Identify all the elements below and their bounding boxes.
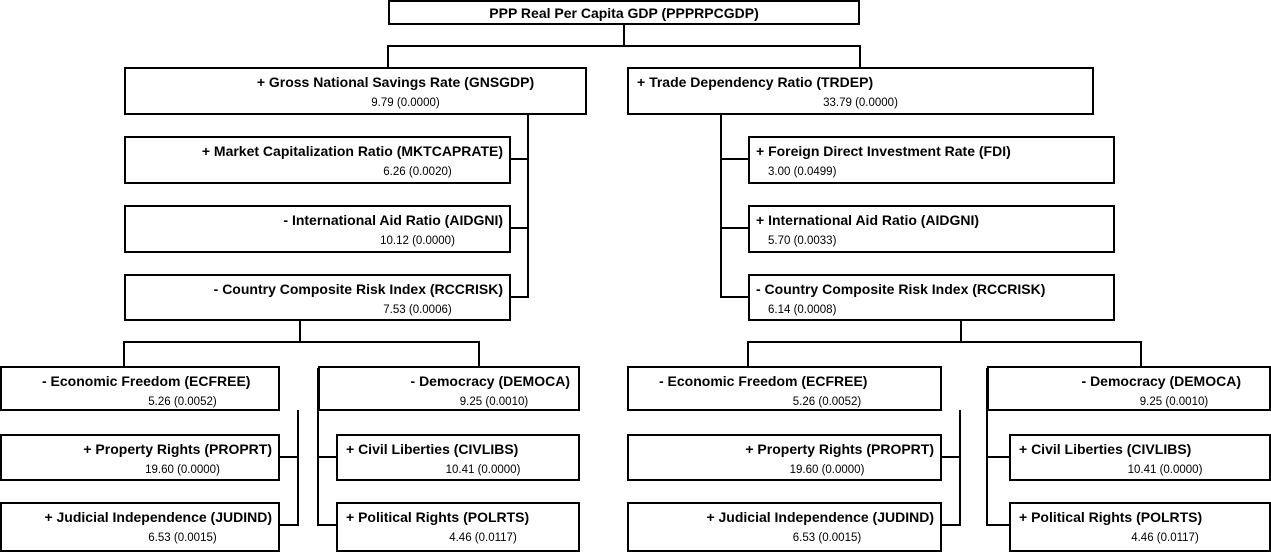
node-aid-left-value: 10.12 (0.0000)	[380, 235, 455, 247]
node-aid-right-title: + International Aid Ratio (AIDGNI)	[756, 212, 980, 228]
node-risk-right-value: 6.14 (0.0008)	[768, 304, 837, 316]
node-civ-left-value: 10.41 (0.0000)	[445, 464, 521, 476]
connector-risk-left-branch	[124, 342, 479, 366]
node-pol-right	[1009, 502, 1271, 552]
node-prop-left	[0, 434, 280, 481]
node-jud-right	[627, 502, 942, 552]
node-eco-left-value: 5.26 (0.0052)	[148, 396, 217, 408]
connector-eco-right-spine	[941, 410, 960, 525]
node-eco-right-value: 5.26 (0.0052)	[792, 396, 862, 408]
node-fdi-value: 3.00 (0.0499)	[768, 166, 837, 178]
node-dem-left	[318, 366, 580, 411]
node-aid-right-value: 5.70 (0.0033)	[768, 235, 837, 247]
connector-eco-left-spine	[279, 410, 298, 525]
node-aid-left	[124, 205, 511, 253]
node-root-title: PPP Real Per Capita GDP (PPPRPCGDP)	[489, 5, 759, 21]
node-dem-right	[987, 366, 1271, 411]
node-civ-right-value: 10.41 (0.0000)	[1127, 464, 1203, 476]
node-root	[388, 0, 860, 25]
node-jud-left-value: 6.53 (0.0015)	[148, 532, 217, 544]
node-prop-left-title: + Property Rights (PROPRT)	[83, 441, 272, 457]
node-pol-right-title: + Political Rights (POLRTS)	[1019, 509, 1203, 525]
node-risk-right-title: - Country Composite Risk Index (RCCRISK)	[756, 281, 1046, 297]
node-risk-left-value: 7.53 (0.0006)	[383, 304, 452, 316]
node-risk-right	[748, 274, 1115, 321]
node-pol-left	[336, 502, 580, 552]
node-pol-left-value: 4.46 (0.0117)	[449, 532, 517, 544]
node-eco-left-title: - Economic Freedom (ECFREE)	[42, 373, 251, 389]
node-mkt	[124, 136, 511, 184]
node-civ-left-title: + Civil Liberties (CIVLIBS)	[346, 441, 519, 457]
node-civ-right	[1009, 434, 1271, 481]
connector-risk-right-branch	[748, 342, 1141, 366]
node-eco-left	[0, 366, 280, 411]
node-trd	[627, 67, 1094, 115]
node-eco-right	[627, 366, 942, 411]
node-prop-left-value: 19.60 (0.0000)	[145, 464, 220, 476]
node-gns-value: 9.79 (0.0000)	[371, 97, 440, 109]
connector-gns-spine	[510, 114, 528, 297]
node-dem-left-value: 9.25 (0.0010)	[459, 396, 529, 408]
node-eco-right-title: - Economic Freedom (ECFREE)	[659, 373, 868, 389]
node-aid-right	[748, 205, 1115, 253]
node-civ-left	[336, 434, 580, 481]
node-fdi-title: + Foreign Direct Investment Rate (FDI)	[756, 143, 1011, 159]
node-risk-left	[124, 274, 511, 321]
node-mkt-title: + Market Capitalization Ratio (MKTCAPRATE)	[201, 143, 503, 159]
node-prop-right-value: 19.60 (0.0000)	[789, 464, 865, 476]
node-jud-left	[0, 502, 280, 552]
node-aid-left-title: - International Aid Ratio (AIDGNI)	[283, 212, 503, 228]
node-prop-right	[627, 434, 942, 481]
node-jud-right-title: + Judicial Independence (JUDIND)	[706, 509, 934, 525]
node-pol-right-value: 4.46 (0.0117)	[1131, 532, 1199, 544]
node-gns	[124, 67, 587, 115]
connector-trd-spine	[721, 114, 749, 297]
node-dem-right-title: - Democracy (DEMOCA)	[1081, 373, 1241, 389]
connector-root-branch	[388, 46, 860, 68]
node-trd-value: 33.79 (0.0000)	[823, 97, 898, 109]
node-jud-left-title: + Judicial Independence (JUDIND)	[44, 509, 272, 525]
node-prop-right-title: + Property Rights (PROPRT)	[745, 441, 934, 457]
node-mkt-value: 6.26 (0.0020)	[383, 166, 452, 178]
node-dem-right-value: 9.25 (0.0010)	[1139, 396, 1209, 408]
node-dem-left-title: - Democracy (DEMOCA)	[410, 373, 570, 389]
node-pol-left-title: + Political Rights (POLRTS)	[346, 509, 530, 525]
node-trd-title: + Trade Dependency Ratio (TRDEP)	[637, 74, 874, 90]
node-risk-left-title: - Country Composite Risk Index (RCCRISK)	[213, 281, 503, 297]
node-civ-right-title: + Civil Liberties (CIVLIBS)	[1019, 441, 1192, 457]
node-fdi	[748, 136, 1115, 184]
node-jud-right-value: 6.53 (0.0015)	[792, 532, 862, 544]
node-gns-title: + Gross National Savings Rate (GNSGDP)	[256, 74, 535, 90]
